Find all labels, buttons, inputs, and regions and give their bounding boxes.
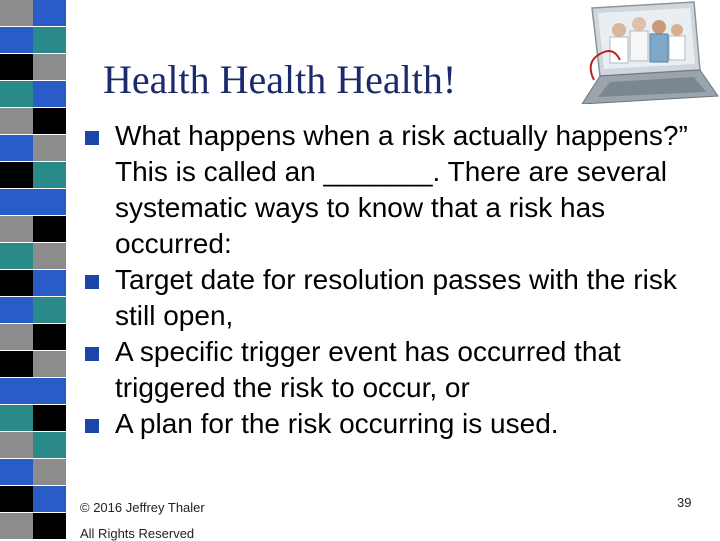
strip-block (33, 162, 66, 189)
strip-block (0, 0, 33, 27)
square-bullet-icon (85, 275, 99, 289)
strip-block (33, 54, 66, 81)
strip-block (0, 270, 33, 297)
strip-block (0, 162, 33, 189)
strip-block (0, 216, 33, 243)
strip-block (33, 324, 66, 351)
strip-block (33, 0, 66, 27)
strip-block (0, 54, 33, 81)
strip-block (33, 297, 66, 324)
strip-block (0, 135, 33, 162)
strip-block (0, 324, 33, 351)
bullet-item (80, 406, 710, 442)
square-bullet-icon (85, 419, 99, 433)
bullet-text: A specific trigger event has occurred that triggered the risk to occur, or (115, 336, 621, 403)
bullet-text: A plan for the risk occurring is used. (115, 408, 559, 439)
square-bullet-icon (85, 131, 99, 145)
laptop-medical-staff-image (574, 0, 720, 104)
strip-block (33, 108, 66, 135)
strip-block (33, 243, 66, 270)
strip-block (33, 270, 66, 297)
strip-block (33, 189, 66, 216)
strip-block (33, 81, 66, 108)
strip-block (0, 486, 33, 513)
strip-block (33, 216, 66, 243)
strip-block (0, 459, 33, 486)
strip-block (0, 513, 33, 540)
square-bullet-icon (85, 347, 99, 361)
strip-block (33, 459, 66, 486)
strip-block (0, 189, 33, 216)
decorative-side-strip (0, 0, 66, 540)
strip-block (0, 378, 33, 405)
strip-column-right (33, 0, 66, 540)
strip-column-left (0, 0, 33, 540)
strip-block (33, 27, 66, 54)
bullet-list (80, 118, 710, 442)
strip-block (0, 108, 33, 135)
strip-block (33, 432, 66, 459)
bullet-text: Target date for resolution passes with the risk still open, (115, 264, 677, 331)
strip-block (33, 486, 66, 513)
bullet-item (80, 262, 710, 334)
bullet-item (80, 118, 710, 262)
strip-block (33, 513, 66, 540)
bullet-item (80, 334, 710, 406)
strip-block (0, 405, 33, 432)
strip-block (0, 27, 33, 54)
page-number: 39 (677, 495, 692, 510)
bullet-text: What happens when a risk actually happens?” This is called an _______. There are several systematic ways to know that a risk has occurred: (115, 120, 688, 259)
strip-block (0, 351, 33, 378)
strip-block (33, 351, 66, 378)
strip-block (0, 297, 33, 324)
strip-block (0, 432, 33, 459)
strip-block (0, 243, 33, 270)
footer-rights: All Rights Reserved (80, 526, 195, 541)
strip-block (33, 378, 66, 405)
strip-block (33, 405, 66, 432)
strip-block (0, 81, 33, 108)
slide-title: Health Health Health! (103, 57, 457, 102)
footer-copyright: © 2016 Jeffrey Thaler (80, 500, 205, 515)
strip-block (33, 135, 66, 162)
